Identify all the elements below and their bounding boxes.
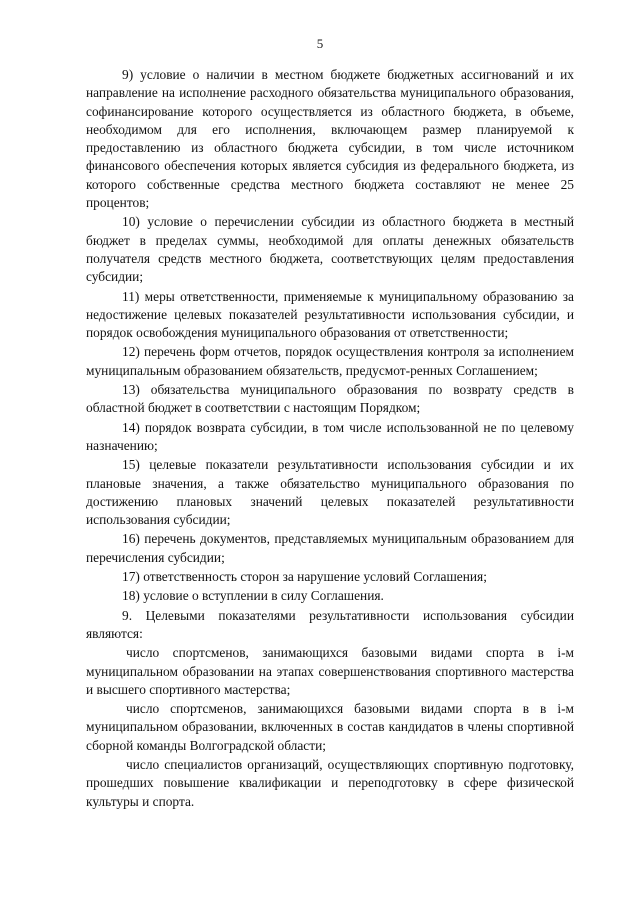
paragraph-section-9: 9. Целевыми показателями результативности использования субсидии являются: bbox=[86, 607, 574, 641]
paragraph-item-10: 10) условие о перечислении субсидии из областного бюджета в местный бюджет в пределах суммы, необходимой для оплаты денежных обязательств получателя средств местного бюджета, соответствующих целям предоставления субсидии; bbox=[86, 214, 574, 285]
indicator-item: число спортсменов, занимающихся базовыми видами спорта в i-м муниципальном образовании на этапах совершенствования спортивного мастерства и высшего спортивного мастерства; bbox=[86, 645, 574, 697]
paragraph-item-18: 18) условие о вступлении в силу Соглашения. bbox=[122, 588, 384, 604]
paragraph-item-12: 12) перечень форм отчетов, порядок осуществления контроля за исполнением муниципальным образованием обязательств, предусмот-ренных Соглашением; bbox=[86, 344, 574, 378]
paragraph-item-17: 17) ответственность сторон за нарушение условий Соглашения; bbox=[122, 569, 487, 585]
indicator-item: число специалистов организаций, осуществляющих спортивную подготовку, прошедших повышение квалификации и переподготовку в сфере физической культуры и спорта. bbox=[86, 756, 574, 809]
paragraph-item-15: 15) целевые показатели результативности использования субсидии и их плановые значения, а также обязательство муниципального образования по достижению плановых значений целевых показателей результативности использования субсидии; bbox=[86, 457, 574, 528]
paragraph-item-13: 13) обязательства муниципального образования по возврату средств в областной бюджет в соответствии с настоящим Порядком; bbox=[86, 382, 574, 416]
indicator-item: число спортсменов, занимающихся базовыми видами спорта в в i-м муниципальном образовании, включенных в состав кандидатов в члены спортивной сборной команды Волгоградской области; bbox=[86, 701, 574, 753]
paragraph-item-14: 14) порядок возврата субсидии, в том числе использованной не по целевому назначению; bbox=[86, 419, 574, 453]
paragraph-item-16: 16) перечень документов, представляемых муниципальным образованием для перечисления субсидии; bbox=[86, 531, 574, 565]
paragraph-item-11: 11) меры ответственности, применяемые к муниципальному образованию за недостижение целевых показателей результативности использования субсидии, и порядок освобождения муниципального образования от ответственности; bbox=[86, 288, 574, 341]
paragraph-item-9: 9) условие о наличии в местном бюджете бюджетных ассигнований и их направление на исполнение расходного обязательства муниципального образования, софинансирование которого осуществляется из областного бюджета, в объеме, необходимом для его исполнения, включающем размер планируемой к предоставлению из областного бюджета субсидии, в том числе источником финансового обеспечения которых является субсидия из федерального бюджета, из которого собственные средства местного бюджета составляют не менее 25 процентов; bbox=[86, 67, 574, 211]
document-body bbox=[86, 66, 574, 812]
page-number: 5 bbox=[316, 36, 324, 51]
